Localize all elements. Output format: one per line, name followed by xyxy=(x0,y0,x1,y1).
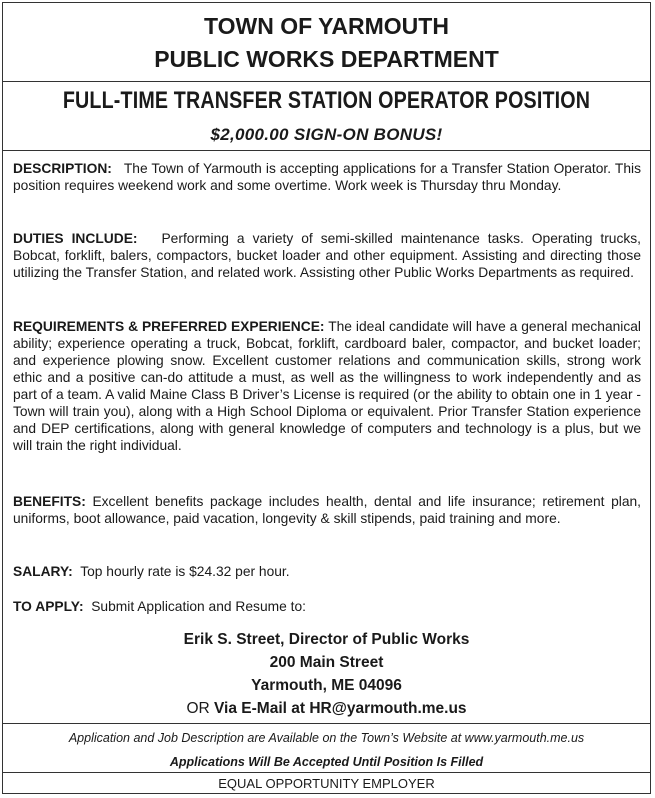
header-department: PUBLIC WORKS DEPARTMENT xyxy=(154,46,499,72)
salary-text: Top hourly rate is $24.32 per hour. xyxy=(80,564,290,579)
apply-label: TO APPLY: xyxy=(13,599,84,614)
description-label: DESCRIPTION: xyxy=(13,161,112,176)
requirements-text: The ideal candidate will have a general mechanical ability; experience operating a truck, Bobcat, forklift, cardboard baler, compactor, and bucket loader; and experience plowing snow. Excellent customer relations and communication skills, strong work ethic and a positive can-do attitude a must, as well as the willingness to work independently and as part of a team. A valid Maine Class B Driver’s License is required (or the ability to obtain one in 1 year - Town will train you), along with a High School Diploma or equivalent. Prior Transfer Station experience and DEP certifications, along with general knowledge of computers and technology is a plus, but we will train the right individual. xyxy=(13,319,641,453)
title-divider xyxy=(3,150,650,151)
contact-email-line xyxy=(3,698,650,719)
header-divider xyxy=(3,81,650,82)
footer-divider xyxy=(3,772,650,773)
description-section xyxy=(13,160,641,194)
apply-section xyxy=(13,598,641,615)
contact-street: 200 Main Street xyxy=(269,654,384,671)
sign-on-bonus: $2,000.00 SIGN-ON BONUS! xyxy=(210,125,443,144)
contact-email-prefix: OR xyxy=(186,700,210,717)
header-town: TOWN OF YARMOUTH xyxy=(204,13,449,39)
benefits-text: Excellent benefits package includes health, dental and life insurance; retirement plan, uniforms, boot allowance, paid vacation, longevity & skill stipends, paid training and more. xyxy=(13,494,641,526)
eoe-statement: EQUAL OPPORTUNITY EMPLOYER xyxy=(218,776,435,791)
contact-email[interactable]: Via E-Mail at HR@yarmouth.me.us xyxy=(214,700,467,717)
duties-text: Performing a variety of semi-skilled maintenance tasks. Operating trucks, Bobcat, forklift, balers, compactors, bucket loader and other equipment. Assisting and directing those utilizing the Transfer Station, and related work. Assisting other Public Works Departments as required. xyxy=(13,231,641,280)
contact-name: Erik S. Street, Director of Public Works xyxy=(183,631,470,648)
job-ad xyxy=(2,2,651,794)
salary-section xyxy=(13,563,641,580)
duties-section xyxy=(13,230,641,281)
salary-label: SALARY: xyxy=(13,564,73,579)
requirements-label: REQUIREMENTS & PREFERRED EXPERIENCE: xyxy=(13,319,325,334)
duties-label: DUTIES INCLUDE: xyxy=(13,231,138,246)
deadline-note: Applications Will Be Accepted Until Position Is Filled xyxy=(169,755,484,769)
benefits-label: BENEFITS: xyxy=(13,494,86,509)
position-title: FULL-TIME TRANSFER STATION OPERATOR POSITION xyxy=(62,87,591,114)
description-text: The Town of Yarmouth is accepting applications for a Transfer Station Operator. This position requires weekend work and some overtime. Work week is Thursday thru Monday. xyxy=(13,161,641,193)
contact-divider xyxy=(3,723,650,724)
apply-text: Submit Application and Resume to: xyxy=(91,599,306,614)
requirements-section xyxy=(13,318,641,454)
contact-city: Yarmouth, ME 04096 xyxy=(251,677,402,694)
benefits-section xyxy=(13,493,641,527)
website-note: Application and Job Description are Available on the Town’s Website at www.yarmouth.me.us xyxy=(68,731,585,745)
